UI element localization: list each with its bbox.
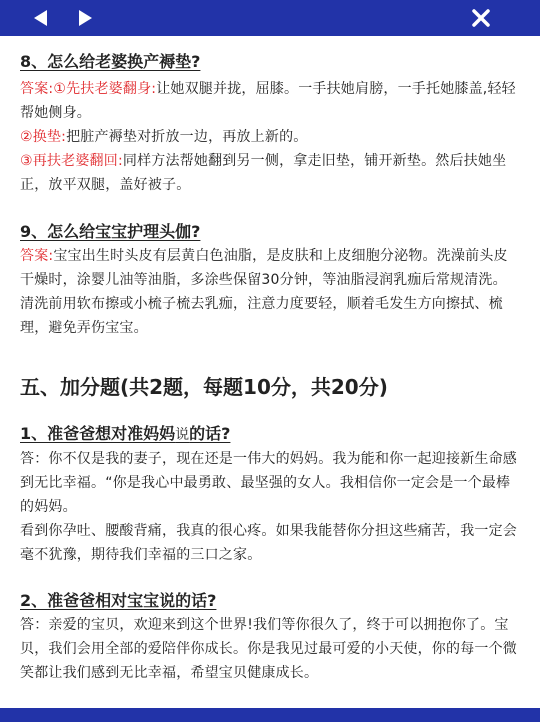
question-8-answer-step2 (20, 125, 520, 149)
title-small: 说 (175, 427, 190, 443)
prev-page-button[interactable] (26, 0, 56, 36)
question-8-answer-step3 (20, 149, 520, 197)
question-8-title: 8、怎么给老婆换产褥垫? (20, 52, 201, 71)
question-9-title: 9、怎么给宝宝护理头伽? (20, 222, 201, 241)
bonus-question-1-answer-para1: 答：你不仅是我的妻子，现在还是一伟大的妈妈。我为能和你一起迎接新生命感到无比幸福。“你是我心中最勇敢、最坚强的女人。我相信你一定会是一个最棒的妈妈。 (20, 451, 517, 515)
title-main: 1、准爸爸想对准妈妈 (20, 424, 176, 443)
close-icon (472, 9, 490, 27)
answer-text: 宝宝出生时头皮有层黄白色油脂，是皮肤和上皮细胞分泌物。洗澡前头皮干燥时，涂婴儿油等油脂，多涂些保留30分钟，等油脂浸润乳痂后常规清洗。清洗前用软布擦或小梳子梳去乳痂，注意力度要轻，顺着毛发生方向擦拭、梳理，避免弄伤宝宝。 (20, 248, 508, 336)
bonus-question-2-title: 2、准爸爸相对宝宝说的话? (20, 591, 217, 610)
bonus-question-1-title (20, 422, 520, 447)
step2-label: ②换垫: (20, 129, 67, 145)
top-toolbar (0, 0, 540, 36)
step2-text: 把脏产褥垫对折放一边，再放上新的。 (66, 129, 308, 145)
step3-text: 同样方法帮她翻到另一侧，拿走旧垫，铺开新垫。然后扶她坐正，放平双腿，盖好被子。 (20, 153, 507, 193)
bonus-question-1-answer-para2: 看到你孕吐、腰酸背痛，我真的很心疼。如果我能替你分担这些痛苦，我一定会毫不犹豫，期待我们幸福的三口之家。 (20, 523, 517, 563)
triangle-right-icon (77, 9, 93, 27)
answer-prefix: 答案: (20, 81, 54, 97)
question-8-answer-step1 (20, 77, 520, 125)
step1-text: 让她双腿并拢，屈膝。一手扶她肩膀，一手托她膝盖,轻轻帮她侧身。 (20, 81, 516, 121)
step1-label: ①先扶老婆翻身: (53, 81, 157, 97)
step3-label: ③再扶老婆翻回: (20, 153, 123, 169)
triangle-left-icon (33, 9, 49, 27)
document-body (20, 50, 520, 685)
bonus-question-2-answer: 答：亲爱的宝贝，欢迎来到这个世界!我们等你很久了，终于可以拥抱你了。宝贝，我们会用全部的爱陪伴你成长。你是我见过最可爱的小天使，你的每一个微笑都让我们感到无比幸福，希望宝贝健康成长。 (20, 617, 517, 681)
bottom-bar (0, 708, 540, 722)
close-button[interactable] (466, 0, 496, 36)
next-page-button[interactable] (70, 0, 100, 36)
section-5-heading: 五、加分题(共2题，每题10分，共20分) (20, 375, 388, 399)
answer-prefix: 答案: (20, 248, 54, 264)
title-end: 的话? (189, 424, 231, 443)
question-9-answer (20, 244, 520, 340)
